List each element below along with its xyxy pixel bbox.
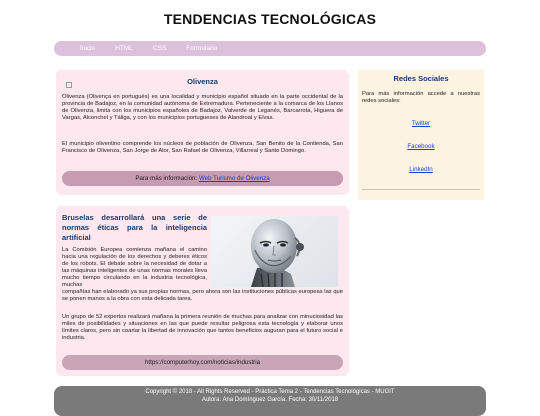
article-paragraph: Olivenza (Olivença en portugués) es una localidad y municipio español situado en la parte occidental de la provincia de Badajoz, en la comunidad autónoma de Extremadura. Perteneciente a la comarca de los Llanos de Olivenza, limita con los municipios españoles de Badajoz, Valverde de Leganés, Barcarrota, Higuera de Vargas, Alconchel y Táliga, y con los municipios portugueses de Alandroal y Elvas. <box>62 94 343 121</box>
site-title: TENDENCIAS TECNOLÓGICAS <box>163 11 377 27</box>
sidebar-title: Redes Sociales <box>393 74 449 83</box>
nav-link-css[interactable]: CSS <box>152 45 167 52</box>
source-bar <box>62 355 343 370</box>
article-paragraph: Un grupo de 52 expertos realizará mañana la primera reunión de muchas para analizar con minuciosidad las miles de posibilidades y situaciones en las que puede resultar peligrosa esta tecnología y elaborar unos límites claros, pero sin coartar la libertad de innovación que tantos beneficios auguran para el futuro social e industria. <box>62 314 343 341</box>
more-info-bar <box>62 171 343 186</box>
article-title: Bruselas desarrollará una serie de normas éticas para la inteligencia artificial <box>62 213 207 242</box>
footer-author: Autora: Ana Domínguez García. Fecha: 30/11/2018 <box>201 396 339 403</box>
article-paragraph: El municipio oliventino comprende los núcleos de población de Olivenza, San Benito de la Contienda, San Francisco de Olivenza, San Jorge de Alor, San Rafael de Olivenza, Villarreal y Santo Domingo. <box>62 141 343 154</box>
nav-link-inicio[interactable]: Inicio <box>80 45 96 52</box>
divider <box>362 189 480 190</box>
nav-link-html[interactable]: HTML <box>115 45 133 52</box>
source-link[interactable]: https://computerhoy.com/noticias/industria <box>144 359 261 366</box>
facebook-link[interactable]: Facebook <box>407 143 435 150</box>
footer-copyright: Copyright © 2018 - All Rights Reserved - Práctica Tema 2 - Tendencias Tecnológicas - MUGIT <box>145 389 395 395</box>
nav-bar <box>54 41 486 56</box>
robot-image <box>211 216 338 287</box>
tourism-link[interactable]: Web Turismo de Olivenza <box>198 175 270 182</box>
footer <box>54 386 486 416</box>
article-title: Olivenza <box>187 77 218 86</box>
twitter-link[interactable]: Twitter <box>411 120 431 127</box>
article-paragraph: compañías han elaborado ya sus propias normas, pero ahora son las instituciones públicas europeas las que se ponen manos a la obra con esta delicada tarea. <box>62 289 343 302</box>
article-olivenza <box>56 70 349 195</box>
article-paragraph: La Comisión Europea comienza mañana el camino hacia una regulación de los derechos y deberes éticos de los robots. El debate sobre la necesidad de dotar a las máquinas inteligentes de unas normas morales lleva mucho tiempo circulando en la industria tecnológica, muchas <box>62 247 207 288</box>
more-info-label: Para más información: <box>135 175 199 182</box>
linkedin-link[interactable]: LinkedIn <box>409 166 433 173</box>
sidebar-text: Para más información accede a nuestras redes sociales: <box>362 91 480 104</box>
social-sidebar <box>358 70 484 200</box>
robot-head-icon <box>211 216 338 287</box>
article-ai-ethics <box>56 206 349 376</box>
nav-link-formulario[interactable]: Formulario <box>186 45 218 52</box>
